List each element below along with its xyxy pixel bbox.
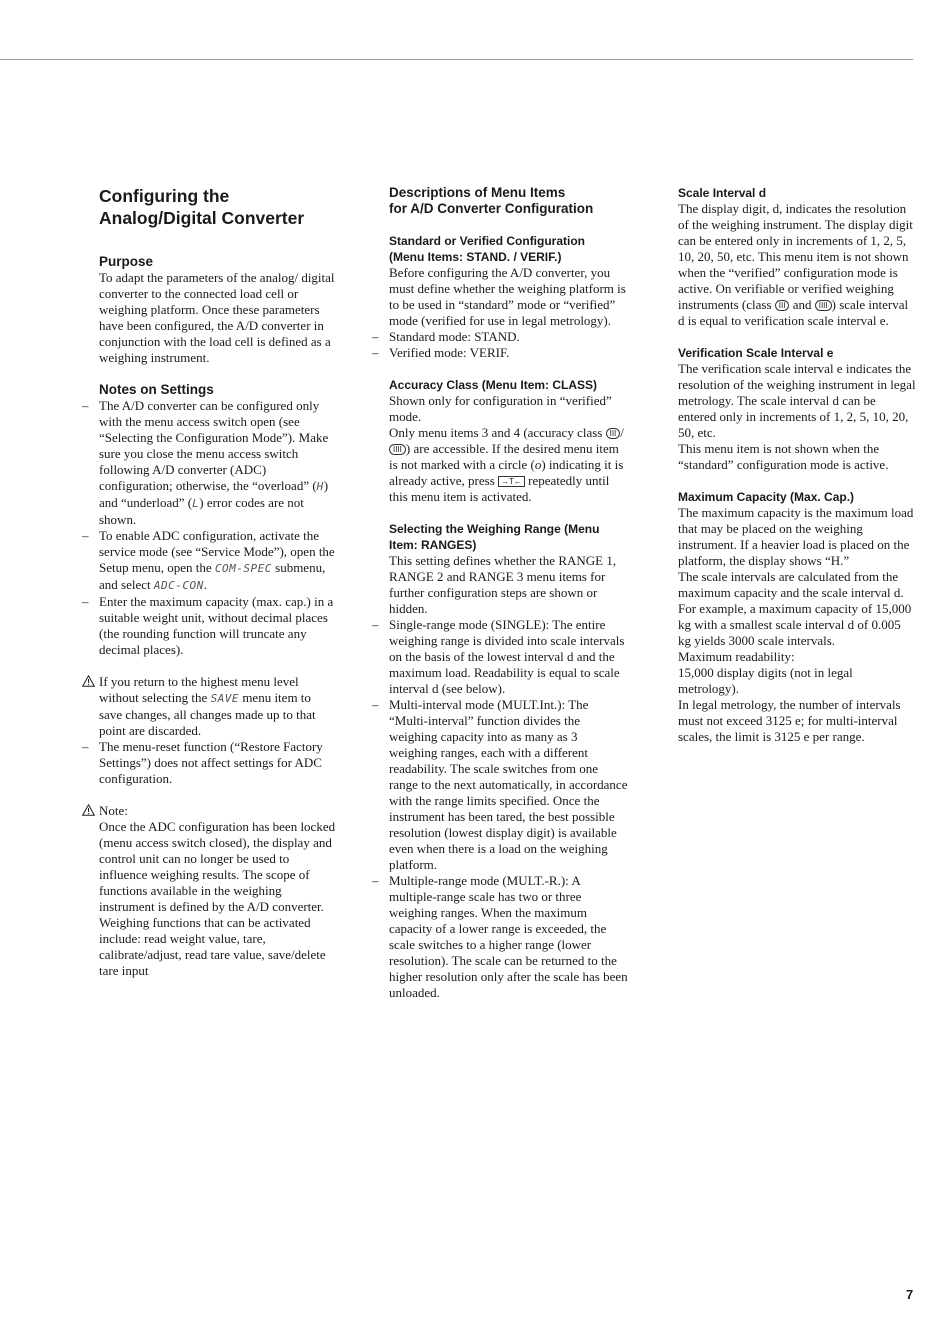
paragraph: Maximum readability: [678,649,795,664]
title-line-1: Configuring the [99,186,230,206]
lcd-adccon-label: ADC-CON [153,579,204,592]
subsection-heading: Scale Interval d [678,186,767,200]
subsection-heading: Accuracy Class (Menu Item: CLASS) [389,378,598,392]
accuracy-class-4-icon: IIII [815,300,832,311]
warning-icon [82,675,95,691]
warning-text: If you return to the highest menu level without selecting the [99,674,299,705]
lcd-save-label: SAVE [210,692,240,705]
purpose-text: To adapt the parameters of the analog/ digital converter to the connected load cell or weighing platform. Once these parameters have been configured, the A/D converter in conjunction with the load cell is defined as a weighing instrument. [99,270,335,365]
notes-list-2 [99,739,337,787]
note-item: – The menu-reset function (“Restore Factory Settings”) does not affect settings for ADC configuration. [99,739,337,787]
heading-line: Item: RANGES) [389,538,477,552]
text: and [789,297,815,312]
subsection-heading [389,521,629,553]
notes-heading: Notes on Settings [99,382,214,397]
subsection-heading: Maximum Capacity (Max. Cap.) [678,490,855,504]
warning-note-block [99,803,337,979]
paragraph: This menu item is not shown when the “standard” configuration mode is active. [678,441,889,472]
column-left [99,185,337,979]
warning-text: menu item to save changes, all changes made up to that point are discarded. [99,690,316,738]
warning-label: Note: [99,803,128,818]
subsection-heading [389,233,629,265]
column-middle [389,185,629,1001]
title-line-2: Analog/Digital Converter [99,208,305,228]
purpose-heading: Purpose [99,254,154,269]
accuracy-class-4-icon: IIII [389,444,406,455]
paragraph: In legal metrology, the number of intervals must not exceed 3125 e; for multi-interval scales, the limit is 3125 e per range. [678,697,901,744]
section-title-line-1: Descriptions of Menu Items [389,185,566,200]
list-item: – Multi-interval mode (MULT.Int.): The “Multi-interval” function divides the weighing capacity into as many as 3 weighing ranges, each with a different readability. The scale switches from one range to the next automatically, in accordance with the range limits specified. Once the instrument has been tared, the best possible resolution (lowest display digit) is available even when there is a load on the weighing platform. [389,697,629,873]
mode-list [389,329,629,361]
list-item: – Multiple-range mode (MULT.-R.): A multiple-range scale has two or three weighing ranges. When the maximum capacity of a lower range is exceeded, the scale switches to a higher range (lower resolution). The scale can be returned to the higher resolution only after the scale has been unloaded. [389,873,629,1001]
text: ) scale interval d is equal to verification scale interval e. [678,297,909,328]
paragraph: 15,000 display digits (not in legal metrology). [678,665,853,696]
note-text: The A/D converter can be configured only with the menu access switch open (see “Selecting the Configuration Mode”). Make sure you close the menu access switch following A/D converter (ADC) configuration; otherwise, the “overload” ( [99,398,329,493]
text: Only menu items 3 and 4 (accuracy class [389,425,606,440]
subsection-heading: Verification Scale Interval e [678,346,834,360]
list-item: – Verified mode: VERIF. [389,345,629,361]
warning-block [99,674,337,739]
note-text: ) and “underload” ( [99,478,329,510]
lcd-overload-symbol: H [316,480,324,493]
section-title [389,185,629,217]
warning-text: Once the ADC configuration has been locked (menu access switch closed), the display and control unit can no longer be used to influence weighing results. The scope of functions available in the weighing instrument is defined by the A/D converter. Weighing functions that can be activated include: read weight value, tare, calibrate/adjust, read tare value, save/delete tare input [99,819,336,978]
accuracy-class-3-icon: III [775,300,790,311]
lcd-underload-symbol: L [192,497,200,510]
note-text: ) error codes are not shown. [99,495,304,527]
circle-marker: o [534,457,542,472]
text: ) are accessible. If the desired menu item is not marked with a circle ( [389,441,619,472]
text: repeatedly until this menu item is activated. [389,473,610,504]
text: The display digit, d, indicates the resolution of the weighing instrument. The display digit can be entered only in increments of 1, 2, 5, 10, 20, 50, etc. This menu item is not shown when the “verified” configuration mode is active. On verifiable or verified weighing instruments (class [678,201,913,312]
page-title [99,185,337,229]
list-item: – Standard mode: STAND. [389,329,629,345]
page-number: 7 [906,1287,914,1302]
tare-key-icon: →T← [498,476,525,487]
paragraph: The maximum capacity is the maximum load that may be placed on the weighing instrument. If a heavier load is placed on the platform, the display shows “H.” [678,505,914,568]
warning-icon [82,804,95,820]
lcd-comspec-label: COM-SPEC [214,562,272,575]
paragraph: This setting defines whether the RANGE 1, RANGE 2 and RANGE 3 menu items for further configuration steps are shown or hidden. [389,553,617,616]
note-text: submenu, and select [99,560,326,592]
note-item [99,398,337,528]
paragraph: Before configuring the A/D converter, you must define whether the weighing platform is to be used in “standard” mode or “verified” mode (verified for use in legal metrology). [389,265,626,328]
paragraph: The scale intervals are calculated from the maximum capacity and the scale interval d. For example, a maximum capacity of 15,000 kg with a smallest scale interval d of 0.005 kg yields 3000 scale intervals. [678,569,912,648]
list-item: – Single-range mode (SINGLE): The entire weighing range is divided into scale intervals on the basis of the lowest interval d and the maximum load. Readability is equal to scale interval d (see below). [389,617,629,697]
note-item [99,528,337,594]
heading-line: (Menu Items: STAND. / VERIF.) [389,250,562,264]
section-title-line-2: for A/D Converter Configuration [389,201,594,216]
accuracy-class-3-icon: III [606,428,621,439]
note-text: . [203,577,207,592]
paragraph: Shown only for configuration in “verified” mode. [389,393,612,424]
note-item: – Enter the maximum capacity (max. cap.) in a suitable weight unit, without decimal places (the rounding function will truncate any decimal places). [99,594,337,658]
range-mode-list [389,617,629,1001]
column-right [678,185,916,745]
top-rule [0,59,913,60]
text: ) indicating it is already active, press [389,457,624,488]
heading-line: Selecting the Weighing Range (Menu [389,522,600,536]
paragraph: Only menu items 3 and 4 (accuracy class III /IIII ) are accessible. If the desired menu item is not marked with a circle (o) indicating it is already active, press →T← repeatedly until this menu item is activated. [389,425,624,504]
heading-line: Standard or Verified Configuration [389,234,586,248]
paragraph: The verification scale interval e indicates the resolution of the weighing instrument in legal metrology. The scale interval d can be entered only in increments of 1, 2, 5, 10, 20, 50, etc. [678,361,916,440]
notes-list [99,398,337,658]
paragraph [678,201,916,329]
note-text: To enable ADC configuration, activate the service mode (see “Service Mode”), open the Setup menu, open the [99,528,335,575]
